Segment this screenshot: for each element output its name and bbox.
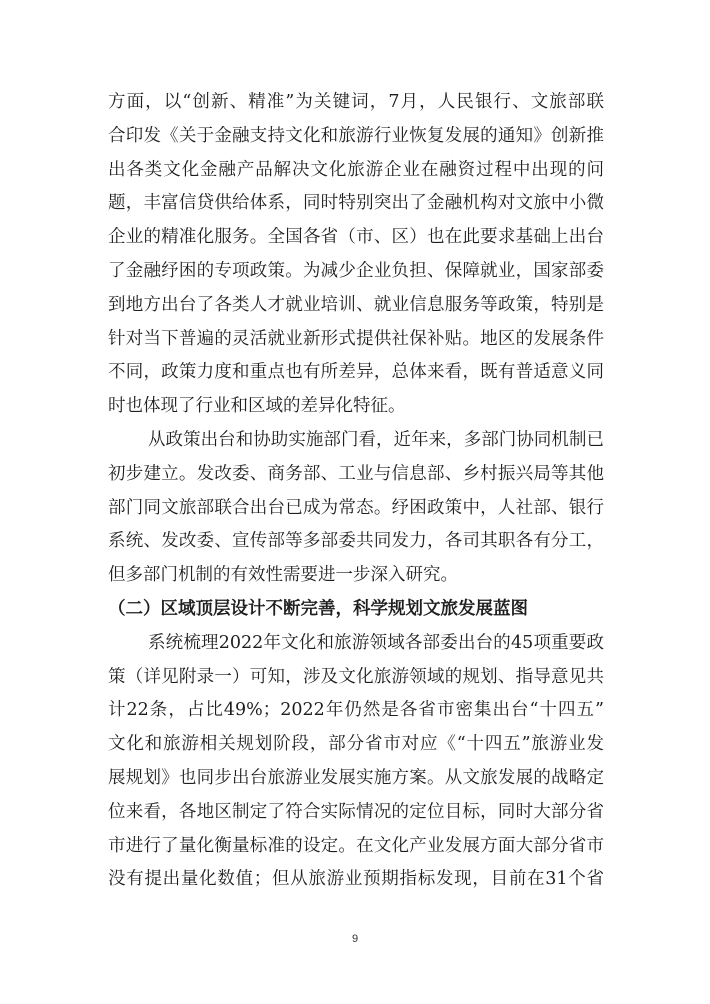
text-line: 合印发《关于金融支持文化和旅游行业恢复发展的通知》创新推: [108, 125, 604, 146]
text-line: 系统梳理2022年文化和旅游领域各部委出台的45项重要政: [148, 632, 604, 653]
text-line: 题，丰富信贷供给体系，同时特别突出了金融机构对文旅中小微: [108, 193, 604, 214]
text-line: 计22条，占比49%；2022年仍然是各省市密集出台“十四五”: [108, 700, 604, 721]
text-line: 方面，以“创新、精准”为关键词，7月，人民银行、文旅部联: [108, 92, 604, 112]
text-line: 企业的精准化服务。全国各省（市、区）也在此要求基础上出台: [108, 227, 604, 248]
paragraph-1: [108, 86, 604, 424]
page-number: 9: [351, 933, 359, 945]
text-line: 策（详见附录一）可知，涉及文化旅游领域的规划、指导意见共: [108, 666, 604, 687]
text-line: 到地方出台了各类人才就业培训、就业信息服务等政策，特别是: [108, 294, 604, 315]
text-line: 系统、发改委、宣传部等多部委共同发力，各司其职各有分工，: [108, 531, 604, 552]
paragraph-2: [108, 424, 604, 593]
text-line: 位来看，各地区制定了符合实际情况的定位目标，同时大部分省: [108, 801, 604, 822]
text-line: 出各类文化金融产品解决文化旅游企业在融资过程中出现的问: [108, 159, 604, 180]
text-line: 展规划》也同步出台旅游业发展实施方案。从文旅发展的战略定: [108, 767, 604, 788]
text-line: 初步建立。发改委、商务部、工业与信息部、乡村振兴局等其他: [108, 463, 604, 484]
text-line: 但多部门机制的有效性需要进一步深入研究。: [108, 565, 458, 586]
text-line: 部门同文旅部联合出台已成为常态。纾困政策中，人社部、银行: [108, 497, 604, 518]
text-line: 市进行了量化衡量标准的设定。在文化产业发展方面大部分省市: [108, 835, 604, 856]
text-line: 时也体现了行业和区域的差异化特征。: [108, 396, 406, 417]
text-line: 不同，政策力度和重点也有所差异，总体来看，既有普适意义同: [108, 362, 604, 383]
paragraph-3: [108, 627, 604, 897]
text-line: 没有提出量化数值；但从旅游业预期指标发现，目前在31个省: [108, 869, 604, 890]
text-line: 针对当下普遍的灵活就业新形式提供社保补贴。地区的发展条件: [108, 328, 604, 349]
text-line: 从政策出台和协助实施部门看，近年来，多部门协同机制已: [148, 429, 604, 450]
section-heading: （二）区域顶层设计不断完善，科学规划文旅发展蓝图: [108, 598, 528, 619]
text-line: 了金融纾困的专项政策。为减少企业负担、保障就业，国家部委: [108, 260, 604, 281]
body-text: [108, 86, 604, 897]
text-line: 文化和旅游相关规划阶段，部分省市对应《“十四五”旅游业发: [108, 734, 604, 755]
